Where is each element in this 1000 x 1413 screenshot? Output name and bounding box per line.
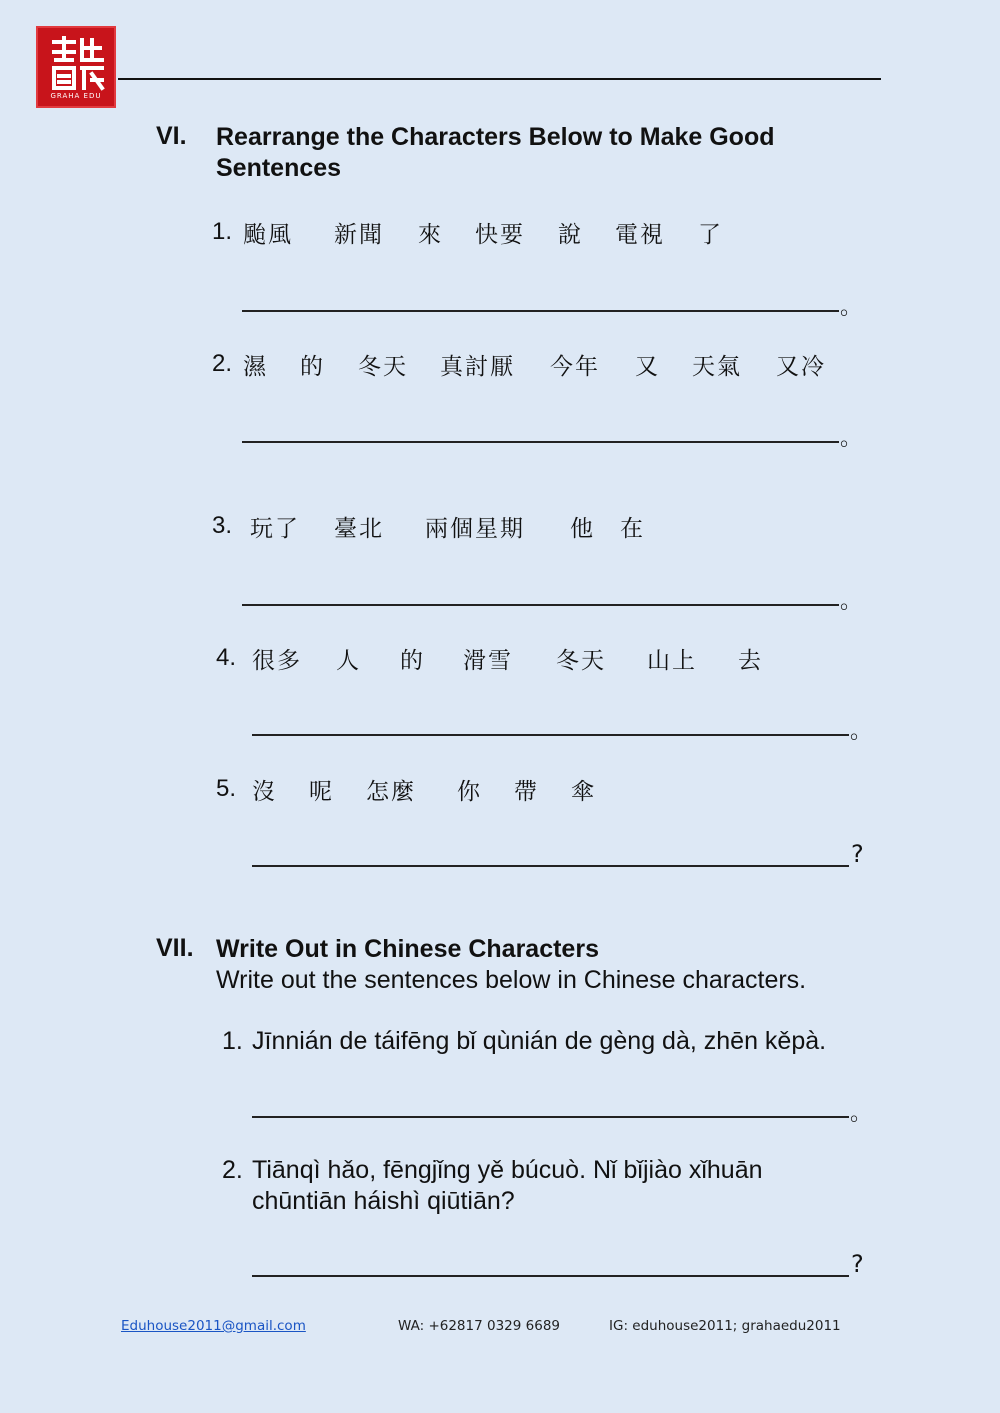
sentence-ending: 。 xyxy=(840,426,863,451)
word-chip: 怎麼 xyxy=(366,779,416,805)
question-number: 5. xyxy=(216,775,237,802)
word-chip: 又 xyxy=(635,354,660,380)
sentence-ending: ? xyxy=(851,1250,864,1278)
word-chip: 去 xyxy=(738,648,763,674)
sentence-ending: 。 xyxy=(850,719,873,744)
word-chip: 帶 xyxy=(514,779,539,805)
word-chip: 颱風 xyxy=(243,222,293,248)
word-chip: 新聞 xyxy=(334,222,384,248)
pinyin-sentence: Jīnnián de táifēng bǐ qùnián de gèng dà, zhēn kěpà. xyxy=(252,1027,827,1055)
section-vii-title: Write Out in Chinese Characters xyxy=(216,935,599,963)
word-chip: 電視 xyxy=(615,222,665,248)
question-number: 2. xyxy=(222,1156,243,1184)
word-chip: 山上 xyxy=(647,648,697,674)
logo-text: GRAHA EDU xyxy=(50,92,102,100)
answer-line[interactable] xyxy=(252,1275,849,1277)
word-bank xyxy=(250,510,850,540)
word-chip: 真討厭 xyxy=(440,354,515,380)
answer-line[interactable] xyxy=(242,604,839,606)
email-link[interactable]: Eduhouse2011@gmail.com xyxy=(121,1318,306,1334)
word-chip: 又冷 xyxy=(776,354,826,380)
footer-email[interactable] xyxy=(121,1318,306,1334)
question-number: 4. xyxy=(216,644,237,671)
word-chip: 的 xyxy=(400,648,425,674)
section-vi-number: VI. xyxy=(156,122,187,150)
section-vi-title: Rearrange the Characters Below to Make Good Sentences xyxy=(216,123,775,182)
answer-line[interactable] xyxy=(242,441,839,443)
word-bank xyxy=(243,216,843,246)
answer-line[interactable] xyxy=(242,310,839,312)
word-chip: 很多 xyxy=(252,648,302,674)
sentence-ending: 。 xyxy=(840,295,863,320)
word-chip: 快要 xyxy=(475,222,525,248)
word-chip: 來 xyxy=(418,222,443,248)
sentence-ending: 。 xyxy=(850,1101,873,1126)
word-chip: 你 xyxy=(457,779,482,805)
word-chip: 冬天 xyxy=(358,354,408,380)
graha-edu-logo xyxy=(36,26,116,108)
word-chip: 臺北 xyxy=(334,516,384,542)
sentence-ending: 。 xyxy=(840,589,863,614)
word-chip: 了 xyxy=(698,222,723,248)
word-chip: 傘 xyxy=(571,779,596,805)
word-chip: 冬天 xyxy=(556,648,606,674)
word-chip: 人 xyxy=(336,648,361,674)
word-chip: 濕 xyxy=(243,354,268,380)
word-bank xyxy=(252,773,852,803)
word-chip: 滑雪 xyxy=(463,648,513,674)
word-chip: 說 xyxy=(558,222,583,248)
question-number: 1. xyxy=(222,1027,243,1055)
word-bank xyxy=(243,348,843,378)
word-chip: 他 xyxy=(570,516,595,542)
footer-whatsapp: WA: +62817 0329 6689 xyxy=(398,1318,560,1334)
answer-line[interactable] xyxy=(252,734,849,736)
word-chip: 天氣 xyxy=(692,354,742,380)
word-chip: 在 xyxy=(620,516,645,542)
logo-seal-icon xyxy=(48,36,108,92)
section-vii-instructions: Write out the sentences below in Chinese characters. xyxy=(216,966,807,994)
header-divider xyxy=(118,78,881,80)
pinyin-sentence-continued: chūntiān háishì qiūtiān? xyxy=(252,1187,515,1215)
word-chip: 的 xyxy=(300,354,325,380)
pinyin-sentence: Tiānqì hǎo, fēngjǐng yě búcuò. Nǐ bǐjiào xǐhuān xyxy=(252,1156,763,1184)
question-number: 2. xyxy=(212,350,233,377)
question-number: 1. xyxy=(212,218,233,245)
answer-line[interactable] xyxy=(252,865,849,867)
word-chip: 玩了 xyxy=(250,516,300,542)
word-chip: 兩個星期 xyxy=(425,516,525,542)
sentence-ending: ? xyxy=(851,840,864,868)
word-chip: 今年 xyxy=(550,354,600,380)
question-number: 3. xyxy=(212,512,233,539)
word-bank xyxy=(252,642,852,672)
answer-line[interactable] xyxy=(252,1116,849,1118)
footer-instagram: IG: eduhouse2011; grahaedu2011 xyxy=(609,1318,841,1334)
section-vii-number: VII. xyxy=(156,934,194,962)
word-chip: 呢 xyxy=(309,779,334,805)
word-chip: 沒 xyxy=(252,779,277,805)
